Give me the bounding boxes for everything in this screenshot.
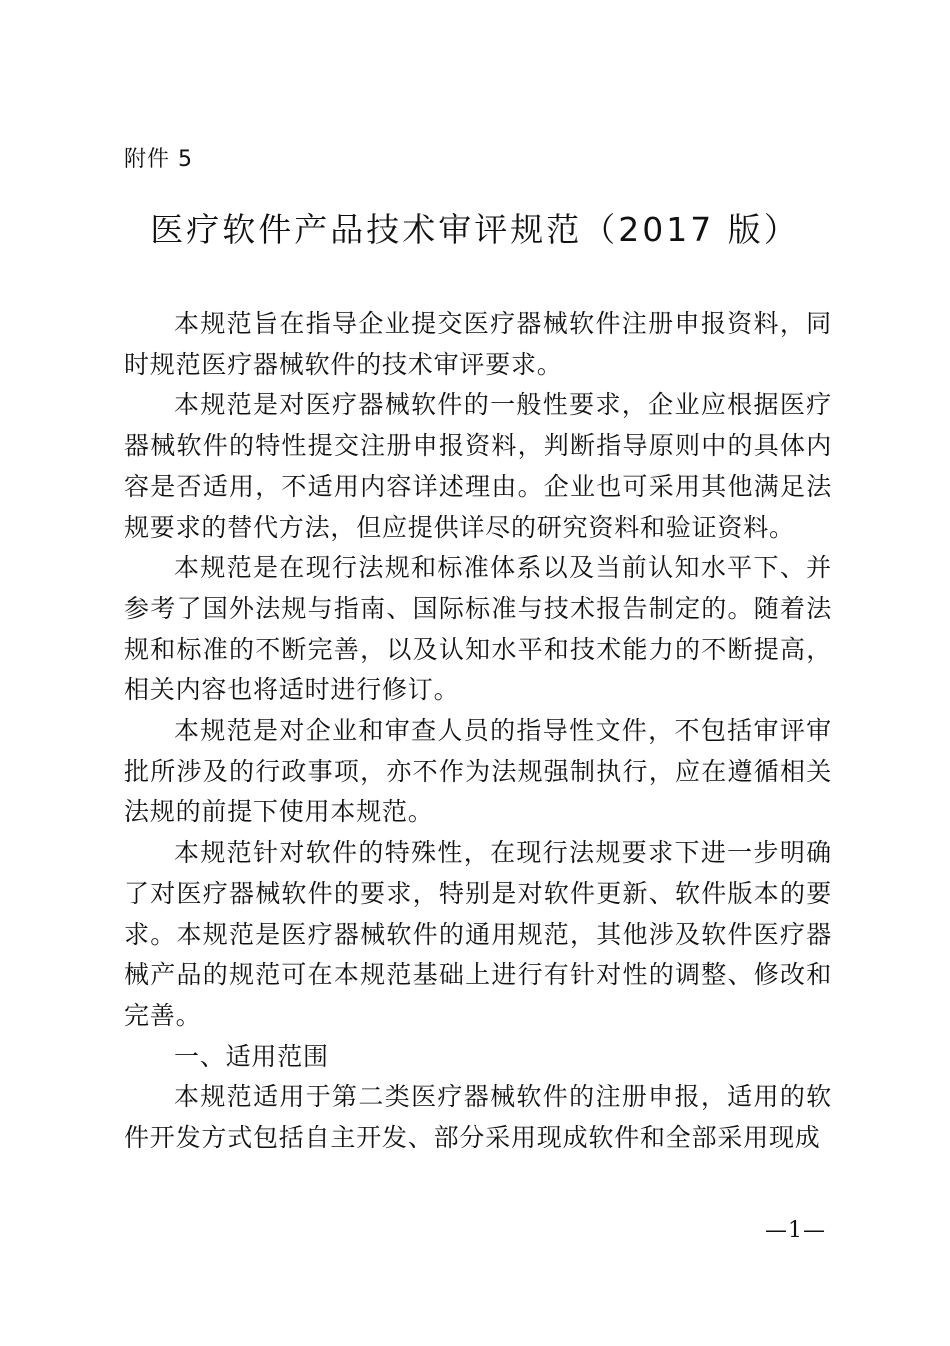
paragraph: 本规范是对企业和审查人员的指导性文件，不包括审评审批所涉及的行政事项，亦不作为法规强制执行，应在遵循相关法规的前提下使用本规范。 [124, 716, 832, 827]
document-title: 医疗软件产品技术审评规范（2017 版） [150, 210, 800, 249]
paragraph: 本规范旨在指导企业提交医疗器械软件注册申报资料，同时规范医疗器械软件的技术审评要求。 [124, 309, 832, 379]
paragraph: 本规范是在现行法规和标准体系以及当前认知水平下、并参考了国外法规与指南、国际标准与技术报告制定的。随着法规和标准的不断完善，以及认知水平和技术能力的不断提高，相关内容也将适时进行修订。 [124, 553, 832, 705]
section-paragraph: 本规范适用于第二类医疗器械软件的注册申报，适用的软件开发方式包括自主开发、部分采用现成软件和全部采用现成 [124, 1082, 832, 1153]
paragraph: 本规范针对软件的特殊性，在现行法规要求下进一步明确了对医疗器械软件的要求，特别是对软件更新、软件版本的要求。本规范是医疗器械软件的通用规范，其他涉及软件医疗器械产品的规范可在本规范基础上进行有针对性的调整、修改和完善。 [124, 838, 832, 1030]
attachment-label: 附件 5 [124, 147, 193, 172]
page-number: —1— [765, 1218, 826, 1243]
document-body [124, 304, 832, 1159]
section-heading: 一、适用范围 [174, 1041, 329, 1071]
paragraph: 本规范是对医疗器械软件的一般性要求，企业应根据医疗器械软件的特性提交注册申报资料，判断指导原则中的具体内容是否适用，不适用内容详述理由。企业也可采用其他满足法规要求的替代方法，但应提供详尽的研究资料和验证资料。 [124, 390, 832, 542]
